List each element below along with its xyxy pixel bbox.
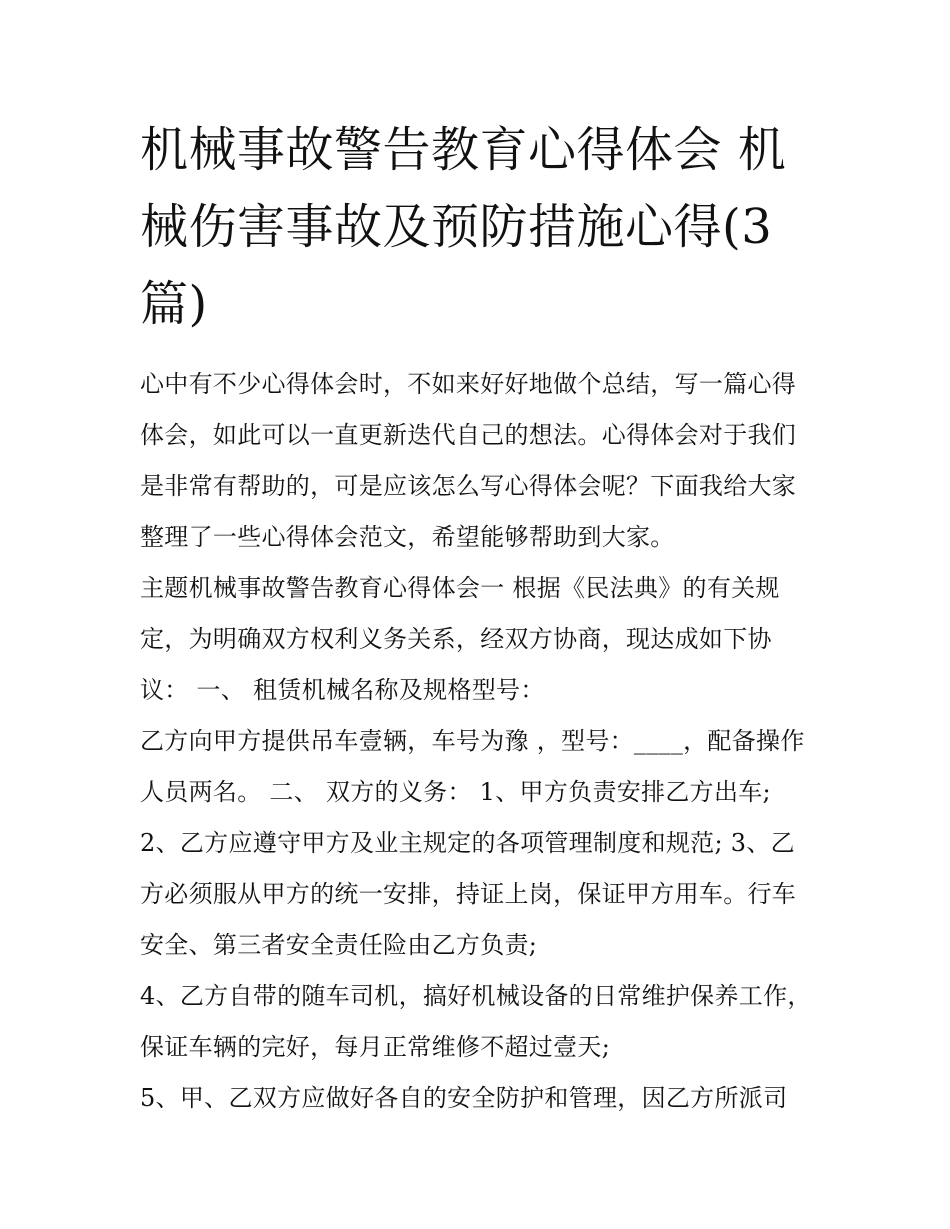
paragraph-safety: 5、甲、乙双方应做好各自的安全防护和管理，因乙方所派司 — [140, 1084, 788, 1112]
paragraph-obligations: 乙方向甲方提供吊车壹辆，车号为豫 ，型号：____，配备操作人员两名。 二、 双方的义务： 1、甲方负责安排乙方出车; 2、乙方应遵守甲方及业主规定的各项管理制度和规范; 3、乙方必须服从甲方的统一安排，持证上岗，保证甲方用车。行车安全、第三者安全责任险由乙方负责; — [140, 727, 805, 959]
paragraph-agreement-intro: 主题机械事故警告教育心得体会一 根据《民法典》的有关规定，为明确双方权利义务关系，经双方协商，现达成如下协议： 一、 租赁机械名称及规格型号： — [140, 574, 780, 704]
document-title: 机械事故警告教育心得体会 机械伤害事故及预防措施心得(3篇) — [140, 122, 787, 332]
paragraph-intro: 心中有不少心得体会时，不如来好好地做个总结，写一篇心得体会，如此可以一直更新迭代自己的想法。心得体会对于我们是非常有帮助的，可是应该怎么写心得体会呢？下面我给大家整理了一些心得体会范文，希望能够帮助到大家。 — [140, 370, 797, 551]
document-body — [140, 112, 820, 1124]
paragraph-maintenance: 4、乙方自带的随车司机，搞好机械设备的日常维护保养工作，保证车辆的完好，每月正常维修不超过壹天; — [140, 982, 812, 1061]
